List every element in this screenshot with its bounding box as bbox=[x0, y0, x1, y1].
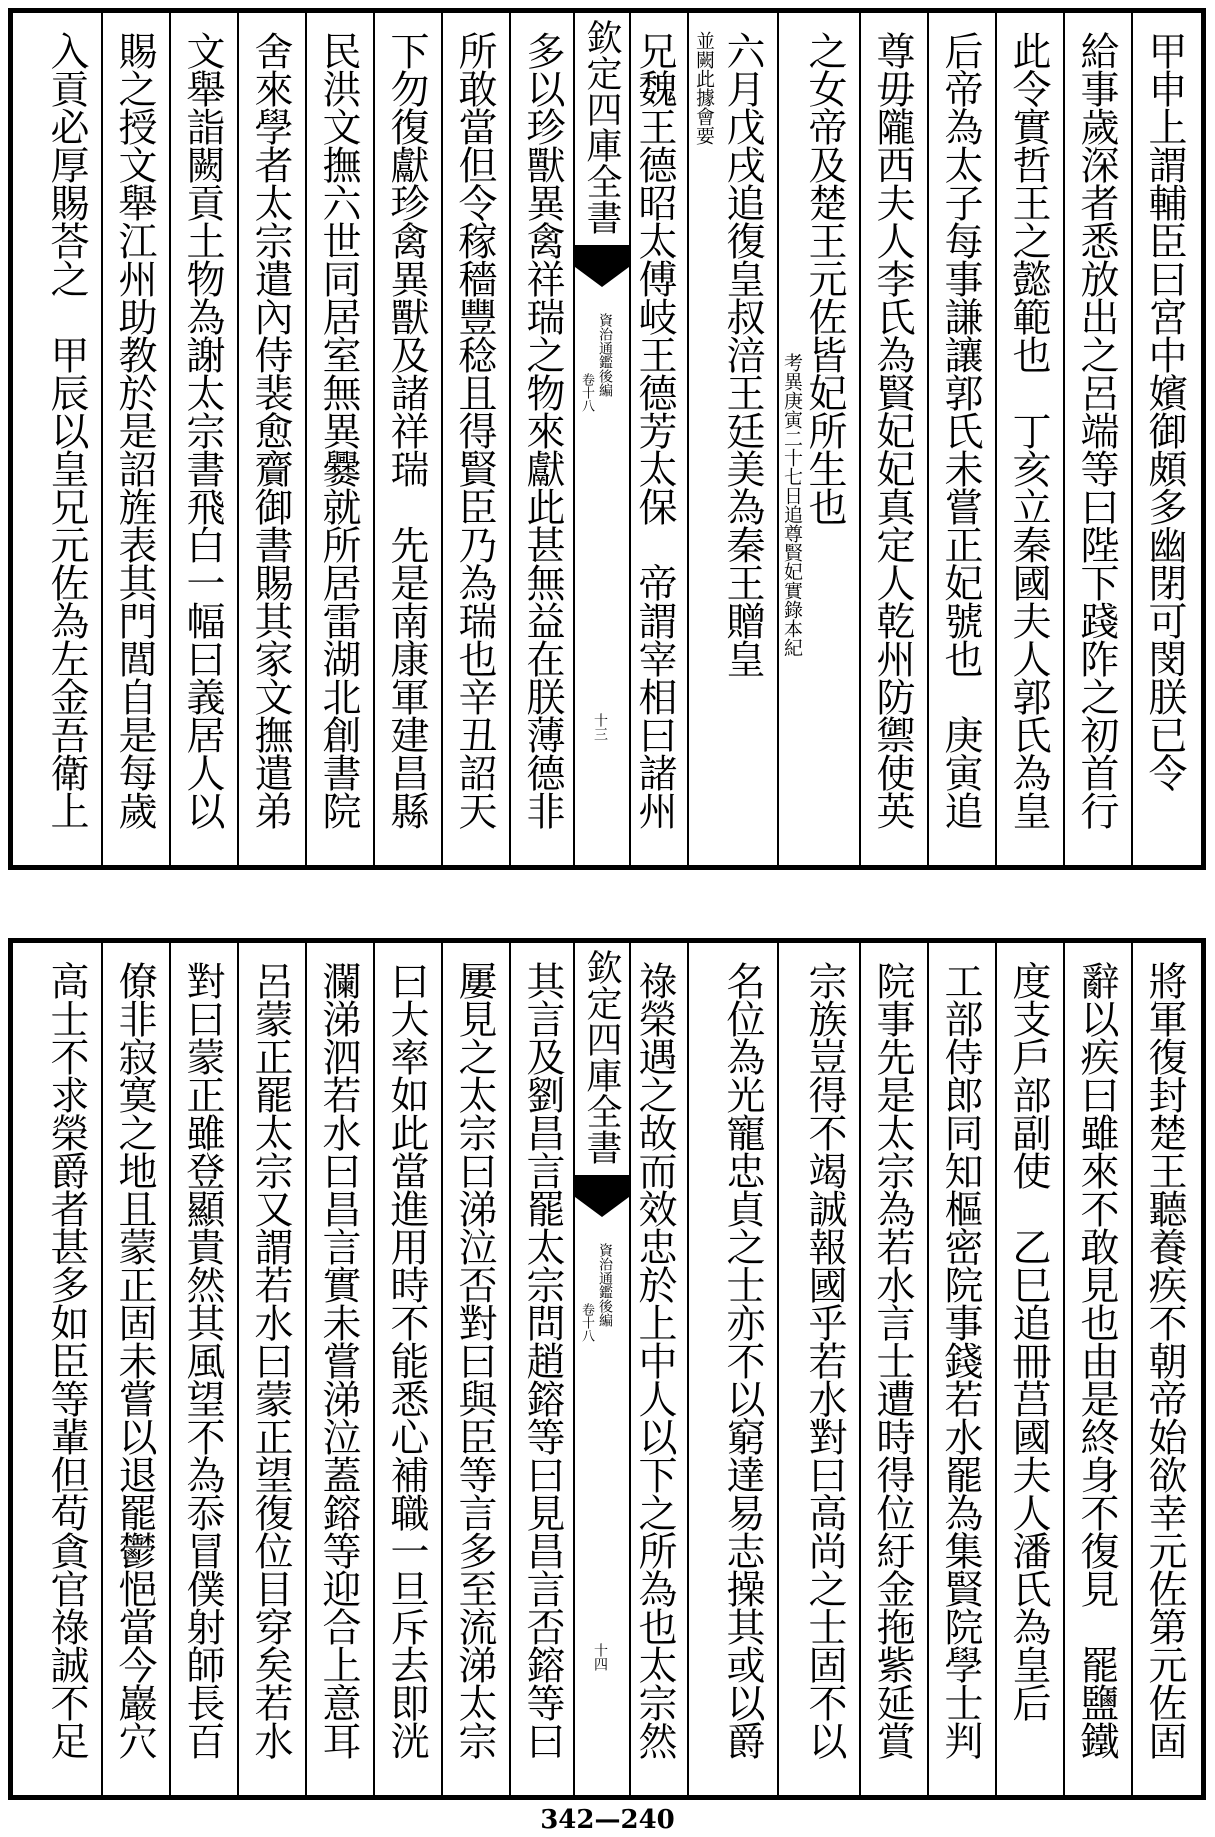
column-rule bbox=[1063, 13, 1065, 865]
text-column: 屢見之太宗曰涕泣否對曰與臣等言多至流涕太宗 bbox=[452, 961, 497, 1759]
text-column: 將軍復封楚王聽養疾不朝帝始欲幸元佐第元佐固 bbox=[1142, 961, 1187, 1759]
column-rule bbox=[859, 943, 861, 1795]
text-column: 文舉詣闕貢土物為謝太宗書飛白一幅曰義居人以 bbox=[180, 31, 225, 829]
text-column: 之女帝及楚王元佐皆妃所生也 bbox=[802, 31, 847, 525]
column-rule bbox=[101, 943, 103, 1795]
column-rule bbox=[509, 943, 511, 1795]
column-rule bbox=[169, 943, 171, 1795]
column-rule bbox=[859, 13, 861, 865]
column-rule bbox=[305, 943, 307, 1795]
column-rule bbox=[305, 13, 307, 865]
text-column: 曰大率如此當進用時不能悉心補職一旦斥去即洸 bbox=[384, 961, 429, 1759]
text-column: 辭以疾曰雖來不敢見也由是終身不復見 罷鹽鐵 bbox=[1074, 961, 1119, 1759]
column-rule bbox=[237, 943, 239, 1795]
column-rule bbox=[373, 943, 375, 1795]
text-column: 后帝為太子每事謙讓郭氏未嘗正妃號也 庚寅追 bbox=[938, 31, 983, 829]
column-rule bbox=[237, 13, 239, 865]
column-rule bbox=[777, 13, 779, 865]
fishtail-mark bbox=[575, 245, 629, 267]
header-title: 欽定四庫全書 bbox=[581, 949, 622, 1165]
text-column: 甲申上謂輔臣曰宮中嬪御頗多幽閉可閔朕已令 bbox=[1142, 31, 1187, 791]
fishtail-mark bbox=[575, 1197, 629, 1217]
column-rule bbox=[1131, 943, 1133, 1795]
text-column: 名位為光寵忠貞之士亦不以窮達易志操其或以爵 bbox=[720, 961, 765, 1759]
text-column: 民洪文撫六世同居室無異爨就所居雷湖北創書院 bbox=[316, 31, 361, 829]
volume-label: 卷十八 bbox=[579, 373, 594, 412]
text-column: 工部侍郎同知樞密院事錢若水罷為集賢院學士判 bbox=[938, 961, 983, 1759]
text-column: 舍來學者太宗遣內侍裴愈齎御書賜其家文撫遣弟 bbox=[248, 31, 293, 829]
column-rule bbox=[169, 13, 171, 865]
volume-label: 卷十八 bbox=[579, 1303, 594, 1342]
text-column: 其言及劉昌言罷太宗問趙鎔等曰見昌言否鎔等曰 bbox=[520, 961, 565, 1759]
column-rule bbox=[995, 13, 997, 865]
leaf-number: 十三 bbox=[592, 713, 608, 741]
column-rule bbox=[927, 943, 929, 1795]
text-column: 多以珍獸異禽祥瑞之物來獻此甚無益在朕薄德非 bbox=[520, 31, 565, 829]
header-title: 欽定四庫全書 bbox=[581, 19, 622, 235]
annotation-note: 考異庚寅二十七日追尊賢妃實錄本紀 bbox=[781, 353, 803, 657]
column-rule bbox=[777, 943, 779, 1795]
column-rule bbox=[509, 13, 511, 865]
column-rule bbox=[441, 943, 443, 1795]
column-rule bbox=[101, 13, 103, 865]
text-column: 院事先是太宗為若水言士遭時得位紆金拖紫延賞 bbox=[870, 961, 915, 1759]
text-column: 賜之授文舉江州助教於是詔旌表其門閭自是每歲 bbox=[112, 31, 157, 829]
column-rule bbox=[995, 943, 997, 1795]
text-column: 僚非寂寞之地且蒙正固未嘗以退罷鬱悒當今巖穴 bbox=[112, 961, 157, 1759]
text-column: 瀾涕泗若水曰昌言實未嘗涕泣蓋鎔等迎合上意耳 bbox=[316, 961, 361, 1759]
text-column: 宗族豈得不竭誠報國乎若水對曰高尚之士固不以 bbox=[802, 961, 847, 1759]
center-fold bbox=[573, 13, 631, 865]
text-column: 對曰蒙正雖登顯貴然其風望不為忝冒僕射師長百 bbox=[180, 961, 225, 1759]
text-column: 所敢當但令稼穡豐稔且得賢臣乃為瑞也辛丑詔天 bbox=[452, 31, 497, 829]
leaf-number: 十四 bbox=[592, 1643, 608, 1671]
page-number: 342—240 bbox=[540, 1805, 675, 1835]
column-rule bbox=[687, 13, 689, 865]
text-column: 祿榮遇之故而效忠於上中人以下之所為也太宗然 bbox=[632, 961, 677, 1759]
column-rule bbox=[373, 13, 375, 865]
text-column: 尊毋隴西夫人李氏為賢妃妃真定人乾州防禦使英 bbox=[870, 31, 915, 829]
bottom-page bbox=[8, 938, 1206, 1800]
text-column: 給事歲深者悉放出之呂端等曰陛下踐阼之初首行 bbox=[1074, 31, 1119, 829]
book-title: 資治通鑑後編 bbox=[597, 313, 613, 397]
text-column: 度支戶部副使 乙巳追冊莒國夫人潘氏為皇后 bbox=[1006, 961, 1051, 1721]
center-fold bbox=[573, 943, 631, 1795]
top-page bbox=[8, 8, 1206, 870]
text-column: 呂蒙正罷太宗又謂若水曰蒙正望復位目穿矣若水 bbox=[248, 961, 293, 1759]
text-column: 兄魏王德昭太傅岐王德芳太保 帝謂宰相曰諸州 bbox=[632, 31, 677, 829]
column-rule bbox=[1131, 13, 1133, 865]
fishtail-mark bbox=[575, 1175, 629, 1197]
column-rule bbox=[927, 13, 929, 865]
book-title: 資治通鑑後編 bbox=[597, 1243, 613, 1327]
column-rule bbox=[1063, 943, 1065, 1795]
text-column: 六月戊戌追復皇叔涪王廷美為秦王贈皇 bbox=[720, 31, 765, 677]
text-column: 此令實哲王之懿範也 丁亥立秦國夫人郭氏為皇 bbox=[1006, 31, 1051, 829]
text-column: 高士不求榮爵者甚多如臣等輩但苟貪官祿誠不足 bbox=[44, 961, 89, 1759]
annotation-note: 並闕此據會要 bbox=[693, 31, 715, 145]
column-rule bbox=[687, 943, 689, 1795]
column-rule bbox=[441, 13, 443, 865]
fishtail-mark bbox=[575, 267, 629, 287]
text-column: 入貢必厚賜荅之 甲辰以皇兄元佐為左金吾衛上 bbox=[44, 31, 89, 829]
text-column: 下勿復獻珍禽異獸及諸祥瑞 先是南康軍建昌縣 bbox=[384, 31, 429, 829]
